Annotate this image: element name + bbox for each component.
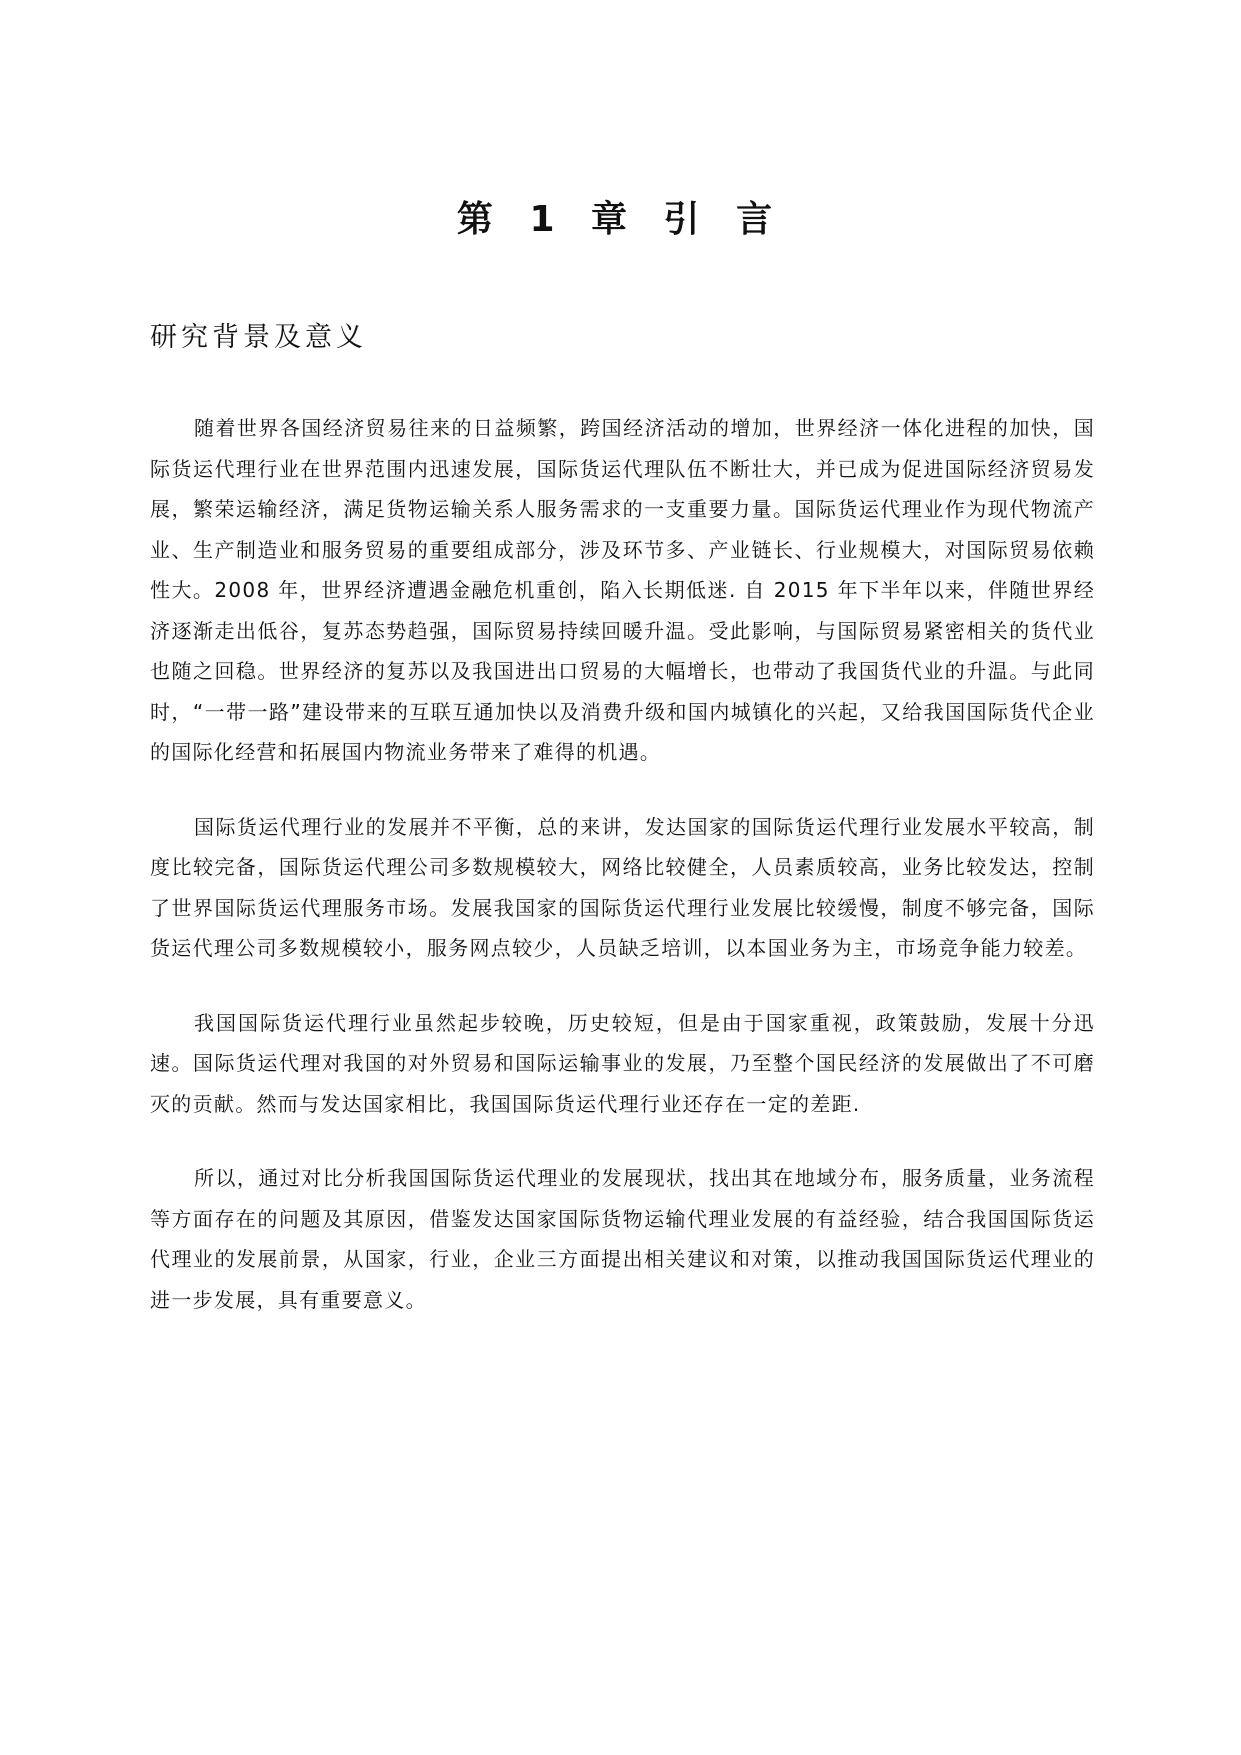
paragraph-imbalance: 国际货运代理行业的发展并不平衡，总的来讲，发达国家的国际货运代理行业发展水平较高，制度比较完备，国际货运代理公司多数规模较大，网络比较健全，人员素质较高，业务比较发达，控制了世界国际货运代理服务市场。发展我国家的国际货运代理行业发展比较缓慢，制度不够完备，国际货运代理公司多数规模较小，服务网点较少，人员缺乏培训，以本国业务为主，市场竞争能力较差。	[150, 814, 1095, 960]
chapter-title: 第 1 章 引 言	[456, 199, 785, 240]
body-text	[150, 408, 1095, 1353]
section-title: 研究背景及意义	[150, 322, 367, 353]
paragraph-background: 随着世界各国经济贸易往来的日益频繁，跨国经济活动的增加，世界经济一体化进程的加快，国际货运代理行业在世界范围内迅速发展，国际货运代理队伍不断壮大，并已成为促进国际经济贸易发展，繁荣运输经济，满足货物运输关系人服务需求的一支重要力量。国际货运代理业作为现代物流产业、生产制造业和服务贸易的重要组成部分，涉及环节多、产业链长、行业规模大，对国际贸易依赖性大。2008 年，世界经济遭遇金融危机重创，陷入长期低迷. 自 2015 年下半年以来，伴随世界经济逐渐走出低谷，复苏态势趋强，国际贸易持续回暖升温。受此影响，与国际贸易紧密相关的货代业也随之回稳。世界经济的复苏以及我国进出口贸易的大幅增长，也带动了我国货代业的升温。与此同时，“一带一路”建设带来的互联互通加快以及消费升级和国内城镇化的兴起，又给我国国际货代企业的国际化经营和拓展国内物流业务带来了难得的机遇。	[150, 416, 1095, 764]
paragraph-china-development: 我国国际货运代理行业虽然起步较晚，历史较短，但是由于国家重视，政策鼓励，发展十分迅速。国际货运代理对我国的对外贸易和国际运输事业的发展，乃至整个国民经济的发展做出了不可磨灭的贡献。然而与发达国家相比，我国国际货运代理行业还存在一定的差距.	[150, 1010, 1095, 1116]
paragraph-significance: 所以，通过对比分析我国国际货运代理业的发展现状，找出其在地域分布，服务质量，业务流程等方面存在的问题及其原因，借鉴发达国家国际货物运输代理业发展的有益经验，结合我国国际货运代理业的发展前景，从国家，行业，企业三方面提出相关建议和对策，以推动我国国际货运代理业的进一步发展，具有重要意义。	[150, 1166, 1095, 1312]
